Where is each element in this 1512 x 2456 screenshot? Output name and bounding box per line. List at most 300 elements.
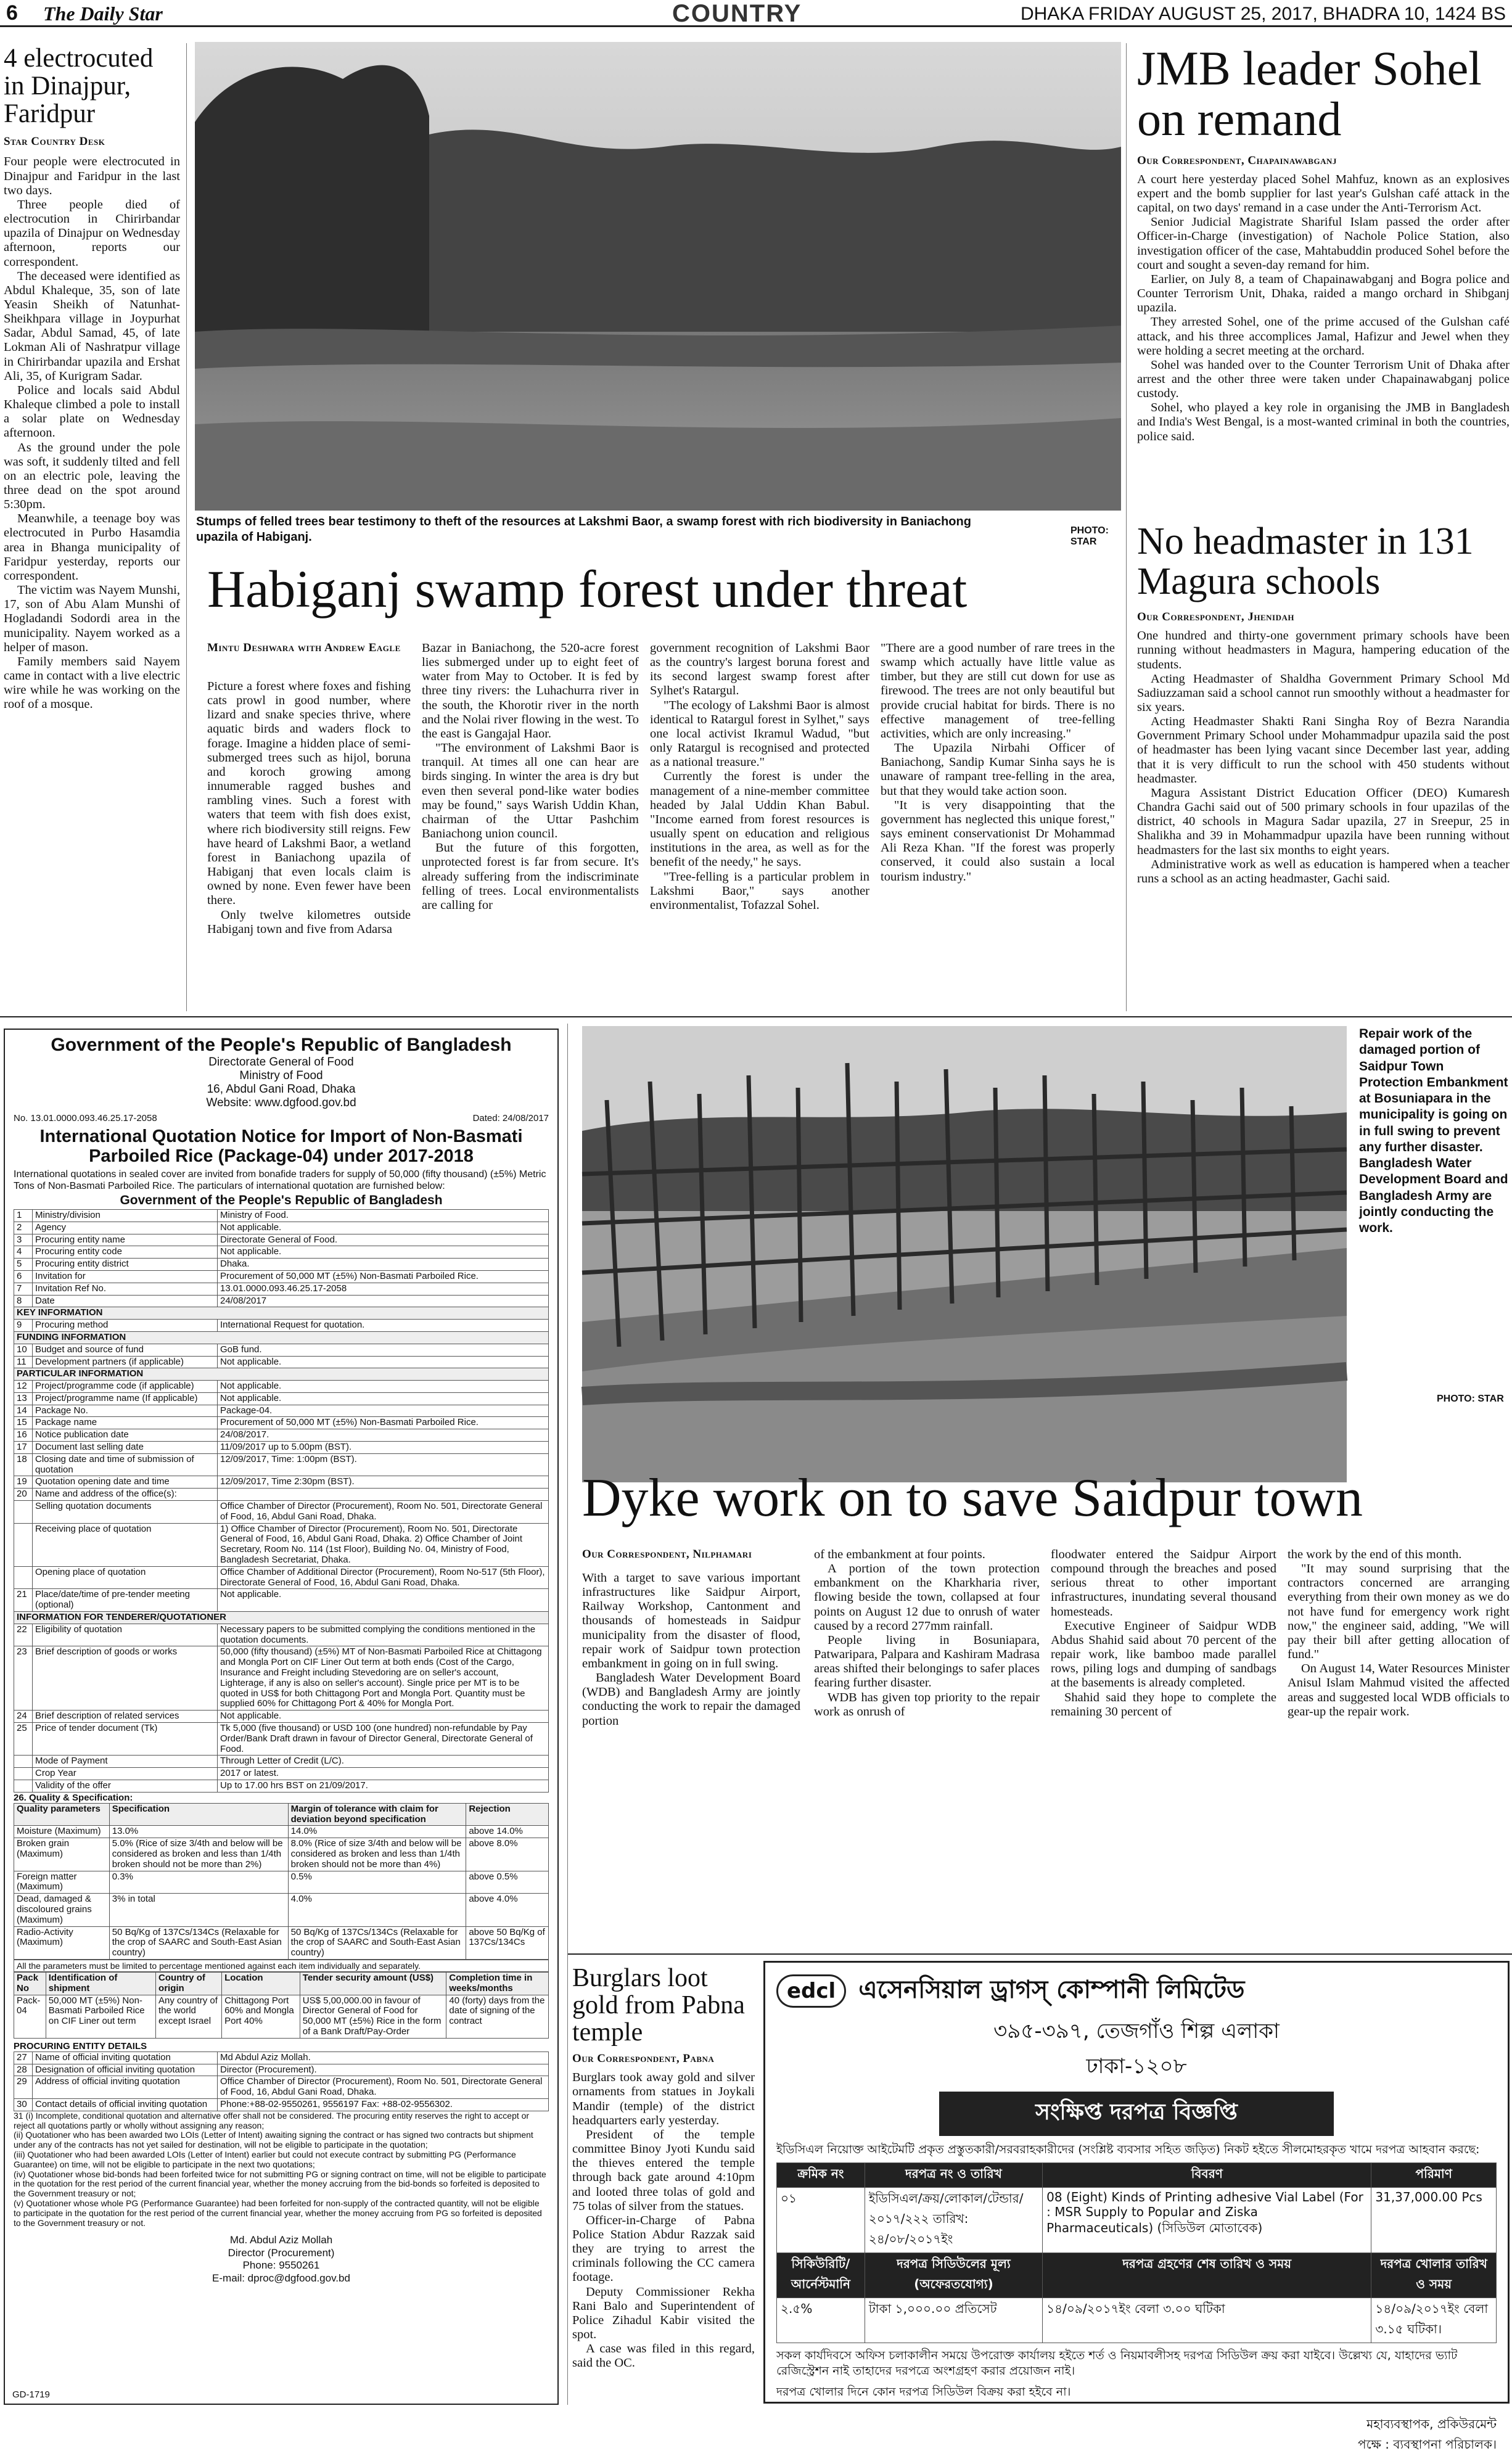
table-cell: Receiving place of quotation bbox=[33, 1523, 218, 1566]
dateline: DHAKA FRIDAY AUGUST 25, 2017, BHADRA 10, 1424 BS bbox=[1020, 4, 1506, 24]
table-cell: Country of origin bbox=[156, 1972, 222, 1995]
table-cell: 30 bbox=[14, 2098, 33, 2111]
paragraph: "Tree-felling is a particular problem in Lakshmi Baor," says another environmentalist, Tofazzal Sohel. bbox=[650, 869, 869, 912]
table-cell: above 8.0% bbox=[466, 1838, 549, 1871]
table-cell: 0.3% bbox=[109, 1871, 288, 1894]
table-cell: টাকা ১,০০০.০০ প্রতিসেট bbox=[865, 2298, 1042, 2343]
table-cell: PARTICULAR INFORMATION bbox=[14, 1368, 549, 1381]
byline: Our Correspondent, Pabna bbox=[572, 2052, 715, 2066]
paragraph: Executive Engineer of Saidpur WDB Abdus Shahid said about 70 percent of the repair work, like bamboo made parallel rows, piling logs and dumping of sandbags at the basements is already completed. bbox=[1051, 1619, 1276, 1690]
table-cell: Procuring entity code bbox=[33, 1246, 218, 1259]
section-title: COUNTRY bbox=[672, 0, 802, 27]
byline: Our Correspondent, Nilphamari bbox=[582, 1548, 752, 1561]
table-cell: Ministry of Food. bbox=[218, 1209, 549, 1222]
table-row bbox=[14, 1501, 549, 1524]
jmb-story bbox=[1137, 43, 1510, 444]
table-cell: 12/09/2017, Time 2:30pm (BST). bbox=[218, 1476, 549, 1489]
table-cell: Identification of shipment bbox=[46, 1972, 155, 1995]
table-cell: 1 bbox=[14, 1209, 33, 1222]
table-cell: দরপত্র খোলার তারিখ ও সময় bbox=[1371, 2253, 1497, 2298]
tender-gov: Government of the People's Republic of Bangladesh bbox=[51, 1035, 512, 1055]
table-cell: Name and address of the office(s): bbox=[33, 1489, 218, 1501]
dept-line: Ministry of Food bbox=[239, 1069, 323, 1082]
paragraph: The deceased were identified as Abdul Khaleque, 35, son of late Yeasin Sheikh of Natunhat-Sheikhpara village in Joypurhat Sadar, Abdul Samad, 45, of late Lokman Ali of Nashratpur village in Chirirbandar upazila and Ershat Ali, 35, of Kurigram Sadar. bbox=[4, 269, 180, 383]
condition: (ii) Quotationer who has been awarded two LOIs (Letter of Intent) awaiting signing the contract or has signed two contracts but shipment under any of the contracts has not yet sailed for destination, will not be eligible to participate in the quotation; bbox=[14, 2130, 533, 2150]
table-cell: US$ 5,00,000.00 in favour of Director General of Food for 50,000 MT (±5%) Rice in the form of a Bank Draft/Pay-Order bbox=[300, 1995, 446, 2038]
tender-title: International Quotation Notice for Import of Non-Basmati Parboiled Rice (Package-04) under 2017-2018 bbox=[39, 1127, 523, 1167]
table-row bbox=[14, 1234, 549, 1246]
paragraph: Officer-in-Charge of Pabna Police Station Abdur Razzak said they are trying to arrest the criminals following the CC camera footage. bbox=[572, 2213, 755, 2285]
paragraph: They arrested Sohel, one of the prime accused of the Gulshan café attack, and his three accomplices Jamal, Hafizur and Jewel when they were holding a secret meeting at the orchard. bbox=[1137, 315, 1510, 358]
paragraph: Acting Headmaster Shakti Rani Singha Roy of Bezra Narandia Government Primary School under Mohammadpur upazila said the post of headmaster has been lying vacant since December last year, adding that it is very difficult to run the school with 450 students without headmaster. bbox=[1137, 715, 1510, 786]
table-cell: Md Abdul Aziz Mollah. bbox=[218, 2051, 549, 2064]
table-row bbox=[777, 2298, 1497, 2343]
dept-line: Website: www.dgfood.gov.bd bbox=[206, 1096, 356, 1109]
table-cell: 50 Bq/Kg of 137Cs/134Cs (Relaxable for the crop of SAARC and South-East Asian country) bbox=[288, 1926, 466, 1959]
table-cell: Procurement of 50,000 MT (±5%) Non-Basmati Parboiled Rice. bbox=[218, 1417, 549, 1429]
table-row bbox=[14, 1246, 549, 1259]
story-column bbox=[582, 1571, 800, 1728]
table-cell: Specification bbox=[109, 1803, 288, 1826]
table-row bbox=[14, 1453, 549, 1476]
table-cell: 12 bbox=[14, 1381, 33, 1393]
electrocuted-story bbox=[4, 44, 180, 712]
pabna-story bbox=[572, 1965, 755, 2371]
table-cell: Agency bbox=[33, 1222, 218, 1234]
table-cell: 4 bbox=[14, 1246, 33, 1259]
ad-city: ঢাকা-১২০৮ bbox=[1086, 2054, 1187, 2079]
table-cell: 2017 or latest. bbox=[218, 1768, 549, 1780]
table-cell: বিবরণ bbox=[1043, 2162, 1371, 2187]
signature-line: E-mail: dproc@dgfood.gov.bd bbox=[212, 2272, 350, 2284]
table-cell: 11 bbox=[14, 1356, 33, 1368]
table-row bbox=[14, 1723, 549, 1756]
table-cell: Selling quotation documents bbox=[33, 1501, 218, 1524]
table-cell: 5 bbox=[14, 1259, 33, 1271]
paragraph: WDB has given top priority to the repair work as onrush of bbox=[814, 1690, 1040, 1719]
story-body bbox=[572, 2071, 755, 2370]
table-cell bbox=[14, 1523, 33, 1566]
story-column bbox=[1051, 1548, 1276, 1719]
table-cell: ইডিসিএল/ক্রয়/লোকাল/টেন্ডার/২০১৭/২২২ তারিখ: ২৪/০৮/২০১৭ইং bbox=[865, 2187, 1042, 2253]
ad-note2: দরপত্র খোলার দিনে কোন দরপত্র সিডিউল বিক্রয় করা হইবে না। bbox=[776, 2384, 1071, 2399]
paragraph: As the ground under the pole was soft, it suddenly tilted and fell on an electric pole, leaving the three dead on the spot around 5:30pm. bbox=[4, 440, 180, 512]
paragraph: People living in Bosuniapara, Patwaripara, Palpara and Kashiram Madrasa areas shifted their belongings to safer places fearing further disaster. bbox=[814, 1633, 1040, 1690]
table-cell: 31,37,000.00 Pcs bbox=[1371, 2187, 1497, 2253]
special-conditions bbox=[14, 2111, 549, 2228]
table-row bbox=[14, 1405, 549, 1417]
table-row bbox=[14, 1283, 549, 1295]
table-cell: 50,000 (fifty thousand) (±5%) MT of Non-Basmati Parboiled Rice at Chittagong and Mongla Port on CIF Liner Out term at both ends (Cost of the Cargo, Insurance and Freight including Stevedoring are on seller's account, Lighterage, if any is also on seller's account). Single price per MT is to be quoted in US$ for both Chittagong Port and Mongla Port. Quantity must be supplied 60% for Chittagong Port & 40% for Mongla Port. bbox=[218, 1646, 549, 1711]
table-row bbox=[14, 1222, 549, 1234]
table-cell: ০১ bbox=[777, 2187, 865, 2253]
photo-caption: Repair work of the damaged portion of Saidpur Town Protection Embankment at Bosuniapara in the municipality is going on in full swing to prevent any further disaster. Bangladesh Water Development Board and Bangladesh Army are jointly conducting the work. bbox=[1359, 1027, 1508, 1235]
table-cell: 5.0% (Rice of size 3/4th and below will be considered as broken and less than 1/4th broken should not be more than 2%) bbox=[109, 1838, 288, 1871]
table-cell: 50,000 MT (±5%) Non-Basmati Parboiled Rice on CIF Liner out term bbox=[46, 1995, 155, 2038]
paragraph: Earlier, on July 8, a team of Chapainawabganj and Bogra police and Counter Terrorism Unit, Dhaka, raided a mango orchard in Shibganj upazila. bbox=[1137, 272, 1510, 315]
table-cell: Not applicable. bbox=[218, 1392, 549, 1405]
byline: Star Country Desk bbox=[4, 135, 105, 149]
table-row bbox=[14, 1356, 549, 1368]
table-cell: above 4.0% bbox=[466, 1894, 549, 1926]
table-cell: Date bbox=[33, 1295, 218, 1307]
table-cell: Mode of Payment bbox=[33, 1756, 218, 1768]
param-note: All the parameters must be limited to percentage mentioned against each item individually and separately. bbox=[14, 1960, 549, 1972]
pe-title: PROCURING ENTITY DETAILS bbox=[14, 2040, 147, 2051]
story-column bbox=[422, 641, 639, 913]
paragraph: government recognition of Lakshmi Baor as the country's largest boruna forest and its second largest swamp forest after Sylhet's Ratargul. bbox=[650, 641, 869, 698]
ad-sign2: পক্ষে : ব্যবস্থাপনা পরিচালক। bbox=[1358, 2436, 1497, 2452]
table-row bbox=[14, 1756, 549, 1768]
table-cell: Any country of the world except Israel bbox=[156, 1995, 222, 2038]
table-cell: Crop Year bbox=[33, 1768, 218, 1780]
table-cell: Quotation opening date and time bbox=[33, 1476, 218, 1489]
paragraph: The Upazila Nirbahi Officer of Baniachong, Sandip Kumar Sinha says he is unaware of rampant tree-felling in the area, but that they would take action soon. bbox=[881, 741, 1115, 798]
condition: (v) Quotationer whose whole PG (Performance Guarantee) had been forfeited for non-supply of the contracted quantity, will not be eligible to participate in the quotation for the rest period of the current financial year, whether the money accruing from PG so forfeited is deposited to the Government treasury or not. bbox=[14, 2198, 542, 2228]
table-row bbox=[14, 1392, 549, 1405]
dept-line: 16, Abdul Gani Road, Dhaka bbox=[207, 1082, 356, 1096]
page-number: 6 bbox=[6, 1, 18, 25]
paragraph: "The environment of Lakshmi Baor is tranquil. At times all one can hear are birds singing. In winter the area is dry but even then several pond-like water bodies may be found," says Warish Uddin Khan, chairman of the Uttar Pashchim Baniachong union council. bbox=[422, 741, 639, 841]
table-header-row bbox=[14, 1803, 549, 1826]
tender-intro: International quotations in sealed cover are invited from bonafide traders for supply of 50,000 (fifty thousand) (±5%) Metric Tons of Non-Basmati Parboiled Rice. The particulars of international quotation are furnished below: bbox=[14, 1169, 546, 1191]
paragraph: Three people died of electrocution in Chirirbandar upazila of Dinajpur on Wednesday afternoon, reports our correspondent. bbox=[4, 197, 180, 269]
table-cell: 24 bbox=[14, 1711, 33, 1723]
table-cell: 8.0% (Rice of size 3/4th and below will be considered as broken and less than 1/4th broken should not be more than 4%) bbox=[288, 1838, 466, 1871]
table-cell: Place/date/time of pre-tender meeting (optional) bbox=[33, 1589, 218, 1612]
table-cell: 17 bbox=[14, 1442, 33, 1454]
table-cell: Not applicable. bbox=[218, 1246, 549, 1259]
table-cell: সিকিউরিটি/ আর্নেস্টমানি bbox=[777, 2253, 865, 2298]
story-body bbox=[4, 155, 180, 712]
signature-line: Phone: 9550261 bbox=[242, 2259, 320, 2272]
table-cell: 12/09/2017, Time: 1:00pm (BST). bbox=[218, 1453, 549, 1476]
table-cell: Address of official inviting quotation bbox=[33, 2076, 218, 2099]
table-row bbox=[777, 2187, 1497, 2253]
column-rule bbox=[567, 1024, 568, 2405]
table-row bbox=[14, 1826, 549, 1838]
table-row bbox=[14, 1589, 549, 1612]
table-row bbox=[14, 1926, 549, 1959]
paragraph: Currently the forest is under the management of a nine-member committee headed by Jalal Uddin Khan Babul. "Income earned from forest resources is usually spent on education and religious institutions in the area, as well as for the benefit of the needy," he says. bbox=[650, 770, 869, 869]
table-cell: 23 bbox=[14, 1646, 33, 1711]
paragraph: A court here yesterday placed Sohel Mahfuz, known as an explosives expert and the bomb supplier for last year's Gulshan café attack in the capital, on two days' remand in a case under the Anti-Terrorism Act. bbox=[1137, 172, 1510, 215]
dyke-photo bbox=[582, 1026, 1347, 1482]
paragraph: On August 14, Water Resources Minister Anisul Islam Mahmud visited the affected areas and suggested local WDB officials to gear-up the repair work. bbox=[1288, 1662, 1510, 1719]
headline: No headmaster in 131 Magura schools bbox=[1137, 520, 1474, 603]
table-cell: Contact details of official inviting quotation bbox=[33, 2098, 218, 2111]
byline: Our Correspondent, Jhenidah bbox=[1137, 610, 1294, 624]
story-column bbox=[650, 641, 869, 913]
table-cell: 50 Bq/Kg of 137Cs/134Cs (Relaxable for the crop of SAARC and South-East Asian country) bbox=[109, 1926, 288, 1959]
table-cell: Closing date and time of submission of quotation bbox=[33, 1453, 218, 1476]
table-cell: Broken grain (Maximum) bbox=[14, 1838, 110, 1871]
table-cell: Office Chamber of Additional Director (Procurement), Room No-517 (5th Floor), Directorate General of Food, 16, Abdul Gani Road, Dhaka. bbox=[218, 1566, 549, 1589]
table-cell: Procurement of 50,000 MT (±5%) Non-Basmati Parboiled Rice. bbox=[218, 1270, 549, 1283]
table-cell: Completion time in weeks/months bbox=[446, 1972, 549, 1995]
paragraph: President of the temple committee Binoy Jyoti Kundu said the thieves entered the temple through back gate around 4:10pm and looted three tolas of gold and 75 tolas of silver from the statues. bbox=[572, 2127, 755, 2213]
table-row bbox=[14, 1523, 549, 1566]
story-body bbox=[1137, 629, 1510, 886]
table-cell: Ministry/division bbox=[33, 1209, 218, 1222]
qs-title: 26. Quality & Specification: bbox=[14, 1792, 133, 1803]
paragraph: A case was filed in this regard, said the OC. bbox=[572, 2342, 755, 2370]
table-cell: ক্রমিক নং bbox=[777, 2162, 865, 2187]
story-column bbox=[1288, 1548, 1510, 1719]
column-rule bbox=[186, 43, 187, 1011]
table-cell: ১৪/০৯/২০১৭ইং বেলা ৩.০০ ঘটিকা bbox=[1043, 2298, 1371, 2343]
table-cell: 3 bbox=[14, 1234, 33, 1246]
table-cell: 0.5% bbox=[288, 1871, 466, 1894]
table-row bbox=[14, 1624, 549, 1646]
table-cell: Pack No bbox=[14, 1972, 46, 1995]
signature-line: Md. Abdul Aziz Mollah bbox=[229, 2234, 333, 2246]
tender-dept bbox=[14, 1056, 549, 1109]
table-cell: 11/09/2017 up to 5.00pm (BST). bbox=[218, 1442, 549, 1454]
ad-sign: মহাব্যবস্থাপক, প্রকিউরমেন্ট bbox=[1366, 2416, 1497, 2431]
paragraph: Magura Assistant District Education Officer (DEO) Kumaresh Chandra Gachi said out of 500 primary schools in four upazilas of the district, 40 schools in Magura Sadar upazila, 27 in Sreepur, 25 in Shalikha and 39 in Mohammadpur upazila have been running without headmasters for the last six months to eight years. bbox=[1137, 786, 1510, 857]
paragraph: Deputy Commissioner Rekha Rani Balo and Superintendent of Police Zihadul Kabir visited the spot. bbox=[572, 2285, 755, 2342]
table-cell: দরপত্র সিডিউলের মূল্য (অফেরতযোগ্য) bbox=[865, 2253, 1042, 2298]
table-cell: Phone:+88-02-9550261, 9556197 Fax: +88-02-9556302. bbox=[218, 2098, 549, 2111]
table-cell: Margin of tolerance with claim for deviation beyond specification bbox=[288, 1803, 466, 1826]
table-cell: GoB fund. bbox=[218, 1344, 549, 1356]
table-cell: 13.01.0000.093.46.25.17-2058 bbox=[218, 1283, 549, 1295]
table-cell: 24/08/2017 bbox=[218, 1295, 549, 1307]
paper-logo: The Daily Star bbox=[43, 2, 163, 25]
paragraph: Only twelve kilometres outside Habiganj town and five from Adarsa bbox=[207, 908, 411, 936]
table-cell: 10 bbox=[14, 1344, 33, 1356]
edcl-logo: edcl bbox=[776, 1974, 846, 2008]
table-cell: 21 bbox=[14, 1589, 33, 1612]
table-row bbox=[14, 1209, 549, 1222]
paragraph: Police and locals said Abdul Khaleque climbed a pole to install a solar plate on Wednesday afternoon. bbox=[4, 383, 180, 440]
table-row bbox=[14, 2098, 549, 2111]
table-row bbox=[14, 1780, 549, 1792]
paragraph: "It is very disappointing that the government has neglected this unique forest," says eminent conservationist Dr Mohammad Ali Reza Khan. "If the forest was properly conserved, it could also sustain a local tourism industry." bbox=[881, 798, 1115, 884]
table-cell: Quality parameters bbox=[14, 1803, 110, 1826]
table-cell: Package No. bbox=[33, 1405, 218, 1417]
ad-company: এসেনসিয়াল ড্রাগস্ কোম্পানী লিমিটেড bbox=[858, 1976, 1245, 2004]
table-cell: above 0.5% bbox=[466, 1871, 549, 1894]
quality-table bbox=[14, 1803, 549, 1960]
table-cell: Rejection bbox=[466, 1803, 549, 1826]
table-row bbox=[14, 1995, 549, 2038]
condition: (iii) Quotationer who had been awarded LOIs (Letter of Intent) earlier but could not execute contract by submitting PG (Performance Guarantee) on time, will not be eligible to participate in the next two quotations; bbox=[14, 2149, 516, 2169]
paragraph: the work by the end of this month. bbox=[1288, 1548, 1462, 1561]
table-header-row bbox=[777, 2253, 1497, 2298]
table-cell: Invitation for bbox=[33, 1270, 218, 1283]
story-column bbox=[881, 641, 1115, 884]
table-cell: Brief description of related services bbox=[33, 1711, 218, 1723]
condition: (iv) Quotationer whose bid-bonds had been forfeited twice for not submitting PG or signing contract on time, will not be eligible to participate in the quotation for the rest period of the current financial year, whether the money accruing from the bid-bonds so forfeited is deposited to the Government treasury or not; bbox=[14, 2169, 546, 2199]
table-cell: Brief description of goods or works bbox=[33, 1646, 218, 1711]
table-cell: above 50 Bq/Kg of 137Cs/134Cs bbox=[466, 1926, 549, 1959]
table-cell: 7 bbox=[14, 1283, 33, 1295]
paragraph: Administrative work as well as education is hampered when a teacher runs a school as an acting headmaster, Gachi said. bbox=[1137, 857, 1510, 885]
table-cell: Moisture (Maximum) bbox=[14, 1826, 110, 1838]
table-cell: 1) Office Chamber of Director (Procurement), Room No. 501, Directorate General of Food, 16, Abdul Gani Road, Dhaka. 2) Office Chamber of Joint Secretary, Room No. 114 (1st Floor), Building No. 04, Ministry of Food, Bangladesh Secretariat, Dhaka. bbox=[218, 1523, 549, 1566]
dept-line: Directorate General of Food bbox=[208, 1056, 354, 1069]
paragraph: Senior Judicial Magistrate Shariful Islam passed the order after Officer-in-Charge (investigation) of Nachole Police Station, also investigation officer of the case, Mahtabuddin produced Sohel before the court and sought a seven-day remand for him. bbox=[1137, 215, 1510, 272]
edcl-tender-ad bbox=[763, 1961, 1510, 2452]
table-row bbox=[14, 1612, 549, 1624]
table-cell: Directorate General of Food. bbox=[218, 1234, 549, 1246]
headline: Habiganj swamp forest under threat bbox=[207, 559, 968, 618]
table-cell bbox=[14, 1768, 33, 1780]
table-cell: ২.৫% bbox=[777, 2298, 865, 2343]
procuring-entity-table bbox=[14, 2051, 549, 2111]
table-cell bbox=[218, 1489, 549, 1501]
table-cell: দরপত্র গ্রহণের শেষ তারিখ ও সময় bbox=[1043, 2253, 1371, 2298]
table-cell: Location bbox=[222, 1972, 300, 1995]
table-cell: KEY INFORMATION bbox=[14, 1307, 549, 1320]
table-row bbox=[14, 1871, 549, 1894]
table-row bbox=[14, 2064, 549, 2076]
table-cell: Opening place of quotation bbox=[33, 1566, 218, 1589]
table-cell: above 14.0% bbox=[466, 1826, 549, 1838]
column-rule bbox=[1126, 43, 1127, 1011]
table-cell: Not applicable. bbox=[218, 1356, 549, 1368]
table-cell: Name of official inviting quotation bbox=[33, 2051, 218, 2064]
table-cell: 08 (Eight) Kinds of Printing adhesive Vial Label (For : MSR Supply to Popular and Ziska Pharmaceuticals) (সিডিউল মোতাবেক) bbox=[1043, 2187, 1371, 2253]
table-row bbox=[14, 1646, 549, 1711]
table-cell: INFORMATION FOR TENDERER/QUOTATIONER bbox=[14, 1612, 549, 1624]
table-cell: Through Letter of Credit (L/C). bbox=[218, 1756, 549, 1768]
table-cell: Eligibility of quotation bbox=[33, 1624, 218, 1646]
paragraph: "The ecology of Lakshmi Baor is almost identical to Ratargul forest in Sylhet," says one local activist Ikramul Wadud, "but only Ratargul is recognised and protected as a national treasure." bbox=[650, 698, 869, 770]
paragraph: Acting Headmaster of Shaldha Government Primary School Md Sadiuzzaman said a school cannot run smoothly without a headmaster for six years. bbox=[1137, 671, 1510, 714]
ad-address: ৩৯৫-৩৯৭, তেজগাঁও শিল্প এলাকা bbox=[993, 2019, 1280, 2043]
story-column bbox=[814, 1548, 1040, 1719]
paragraph: Burglars took away gold and silver ornaments from statues in Joykali Mandir (temple) of the district headquarters early yesterday. bbox=[572, 2071, 755, 2127]
table-row bbox=[14, 2051, 549, 2064]
table-row bbox=[14, 1368, 549, 1381]
table-cell: 20 bbox=[14, 1489, 33, 1501]
table-cell: 4.0% bbox=[288, 1894, 466, 1926]
signature-line: Director (Procurement) bbox=[228, 2246, 335, 2259]
table-cell: Not applicable. bbox=[218, 1711, 549, 1723]
table-row bbox=[14, 1320, 549, 1332]
table-cell: Invitation Ref No. bbox=[33, 1283, 218, 1295]
table-cell: 6 bbox=[14, 1270, 33, 1283]
table-row bbox=[14, 1566, 549, 1589]
table-cell: Designation of official inviting quotation bbox=[33, 2064, 218, 2076]
paragraph: Sohel, who played a key role in organising the JMB in Bangladesh and India's West Bengal, is a most-wanted criminal in both the countries, police said. bbox=[1137, 401, 1510, 443]
table-cell: Budget and source of fund bbox=[33, 1344, 218, 1356]
table-row bbox=[14, 1838, 549, 1871]
table-cell: Up to 17.00 hrs BST on 21/09/2017. bbox=[218, 1780, 549, 1792]
headline: Dyke work on to save Saidpur town bbox=[582, 1468, 1363, 1528]
table-cell: FUNDING INFORMATION bbox=[14, 1331, 549, 1344]
paragraph: "It may sound surprising that the contractors concerned are arranging everything from their own money as we do not have fund for emergency work right now," the engineer said, adding, "We will pay their bill after getting allocation of fund." bbox=[1288, 1562, 1510, 1662]
paragraph: "There are a good number of rare trees in the swamp which actually have little value as timber, but they are still cut down for use as firewood. The trees are not only beautiful but provide crucial habitat for birds. There is no effective management of tree-felling activities, which are only increasing." bbox=[881, 641, 1115, 741]
table-row bbox=[14, 1270, 549, 1283]
byline: Mintu Deshwara with Andrew Eagle bbox=[207, 641, 401, 654]
photo-caption: Stumps of felled trees bear testimony to theft of the resources at Lakshmi Baor, a swamp forest with rich biodiversity in Baniachong upazila of Habiganj. bbox=[196, 515, 971, 544]
paragraph: One hundred and thirty-one government primary schools have been running without headmasters in Magura, hampering education of the students. bbox=[1137, 629, 1510, 671]
table-row bbox=[14, 1381, 549, 1393]
photo-credit: PHOTO: STAR bbox=[1070, 525, 1109, 547]
table-cell: 24/08/2017. bbox=[218, 1429, 549, 1442]
table-cell: 40 (forty) days from the date of signing of the contract bbox=[446, 1995, 549, 2038]
paragraph: Bangladesh Water Development Board (WDB) and Bangladesh Army are jointly conducting the work to repair the damaged portion bbox=[582, 1671, 800, 1728]
paragraph: A portion of the town protection embankment on the Kharkharia river, flowing beside the town, collapsed at four points on August 12 due to onrush of water caused by a record 277mm rainfall. bbox=[814, 1562, 1040, 1633]
table-cell: Director (Procurement). bbox=[218, 2064, 549, 2076]
table-cell: Development partners (if applicable) bbox=[33, 1356, 218, 1368]
table-cell: 29 bbox=[14, 2076, 33, 2099]
tender-date: Dated: 24/08/2017 bbox=[472, 1113, 549, 1124]
table-row bbox=[14, 1295, 549, 1307]
photo-credit: PHOTO: STAR bbox=[1437, 1394, 1504, 1404]
table-cell bbox=[14, 1780, 33, 1792]
table-cell: Validity of the offer bbox=[33, 1780, 218, 1792]
story-body bbox=[1137, 173, 1510, 444]
headline: 4 electrocuted in Dinajpur, Faridpur bbox=[4, 44, 154, 129]
section-divider bbox=[0, 1016, 1512, 1017]
table-cell: 25 bbox=[14, 1723, 33, 1756]
section-divider bbox=[567, 1953, 1512, 1955]
table-row bbox=[14, 1476, 549, 1489]
table-row bbox=[14, 1489, 549, 1501]
table-cell: Dhaka. bbox=[218, 1259, 549, 1271]
table-cell: 16 bbox=[14, 1429, 33, 1442]
table-cell bbox=[14, 1756, 33, 1768]
ad-banner: সংক্ষিপ্ত দরপত্র বিজ্ঞপ্তি bbox=[939, 2092, 1334, 2136]
paragraph: Four people were electrocuted in Dinajpur and Faridpur in the last two days. bbox=[4, 155, 180, 197]
table-cell: Procuring entity district bbox=[33, 1259, 218, 1271]
paragraph: With a target to save various important infrastructures like Saidpur Airport, Railway Workshop, Cantonment and thousands of homesteads in Saidpur municipality from the disaster of flood, repair work of Saidpur town protection embankment in going on in full swing. bbox=[582, 1571, 800, 1670]
paragraph: But the future of this forgotten, unprotected forest is far from secure. It's already suffering from the indiscriminate felling of trees. Local environmentalists are calling for bbox=[422, 841, 639, 912]
headline: Burglars loot gold from Pabna temple bbox=[572, 1964, 745, 2047]
table-cell: Radio-Activity (Maximum) bbox=[14, 1926, 110, 1959]
table-cell: 15 bbox=[14, 1417, 33, 1429]
table-cell: Package name bbox=[33, 1417, 218, 1429]
tender-notice bbox=[4, 1029, 559, 2405]
magura-story bbox=[1137, 522, 1510, 886]
table-cell: 22 bbox=[14, 1624, 33, 1646]
table-cell: Not applicable. bbox=[218, 1589, 549, 1612]
table-cell: Price of tender document (Tk) bbox=[33, 1723, 218, 1756]
tender-gov2: Government of the People's Republic of Bangladesh bbox=[120, 1193, 443, 1207]
paragraph: Picture a forest where foxes and fishing cats prowl in good number, where lizard and snake species thrive, where aquatic birds and waders flock to forage. Imagine a hidden place of semi-submerged trees such as hijol, boruna and koroch growing among innumerable ragged bushes and rambling vines. Such a forest with waters that teem with fish does exist, where rich biodiversity still reigns. Few have heard of Lakshmi Baor, a wetland forest in Baniachong upazila of Habiganj that even locals claim is owned by none. Even fewer have been there. bbox=[207, 680, 411, 908]
gd-number: GD-1719 bbox=[12, 2389, 50, 2400]
table-cell: 14.0% bbox=[288, 1826, 466, 1838]
paragraph: Meanwhile, a teenage boy was electrocuted in Purbo Hasamdia area in Bhanga municipality of Faridpur yesterday, reports our correspondent. bbox=[4, 512, 180, 583]
table-cell: Not applicable. bbox=[218, 1222, 549, 1234]
swamp-photo bbox=[195, 42, 1121, 511]
ad-note: সকল কার্যদিবসে অফিস চলাকালীন সময়ে উপরোক্ত কার্যালয় হইতে শর্ত ও নিয়মাবলীসহ দরপত্র সিডিউল ক্রয় করা যাইবে। উল্লেখ্য যে, যাহাদের ভ্যাট রেজিস্ট্রেশন নাই তাহাদের দরপত্রে অংশগ্রহণ করার প্রয়োজন নাই। bbox=[776, 2348, 1458, 2378]
table-header-row bbox=[14, 1972, 549, 1995]
table-cell: Dead, damaged & discoloured grains (Maximum) bbox=[14, 1894, 110, 1926]
table-cell: পরিমাণ bbox=[1371, 2162, 1497, 2187]
table-cell: Notice publication date bbox=[33, 1429, 218, 1442]
table-cell: Chittagong Port 60% and Mongla Port 40% bbox=[222, 1995, 300, 2038]
table-cell: Tk 5,000 (five thousand) or USD 100 (one hundred) non-refundable by Pay Order/Bank Draft drawn in favour of Director General, Directorate General of Food. bbox=[218, 1723, 549, 1756]
table-cell: Procuring entity name bbox=[33, 1234, 218, 1246]
paragraph: of the embankment at four points. bbox=[814, 1548, 985, 1561]
table-cell: Package-04. bbox=[218, 1405, 549, 1417]
paragraph: Family members said Nayem came in contact with a live electric wire while he was working on the roof of a mosque. bbox=[4, 654, 180, 712]
table-cell: 3% in total bbox=[109, 1894, 288, 1926]
package-table bbox=[14, 1972, 549, 2039]
table-row bbox=[14, 1894, 549, 1926]
table-cell: Necessary papers to be submitted complying the conditions mentioned in the quotation documents. bbox=[218, 1624, 549, 1646]
table-cell: Foreign matter (Maximum) bbox=[14, 1871, 110, 1894]
table-cell: Office Chamber of Director (Procurement), Room No. 501, Directorate General of Food, 16, Abdul Gani Road, Dhaka. bbox=[218, 1501, 549, 1524]
table-row bbox=[14, 1344, 549, 1356]
table-header-row bbox=[777, 2162, 1497, 2187]
